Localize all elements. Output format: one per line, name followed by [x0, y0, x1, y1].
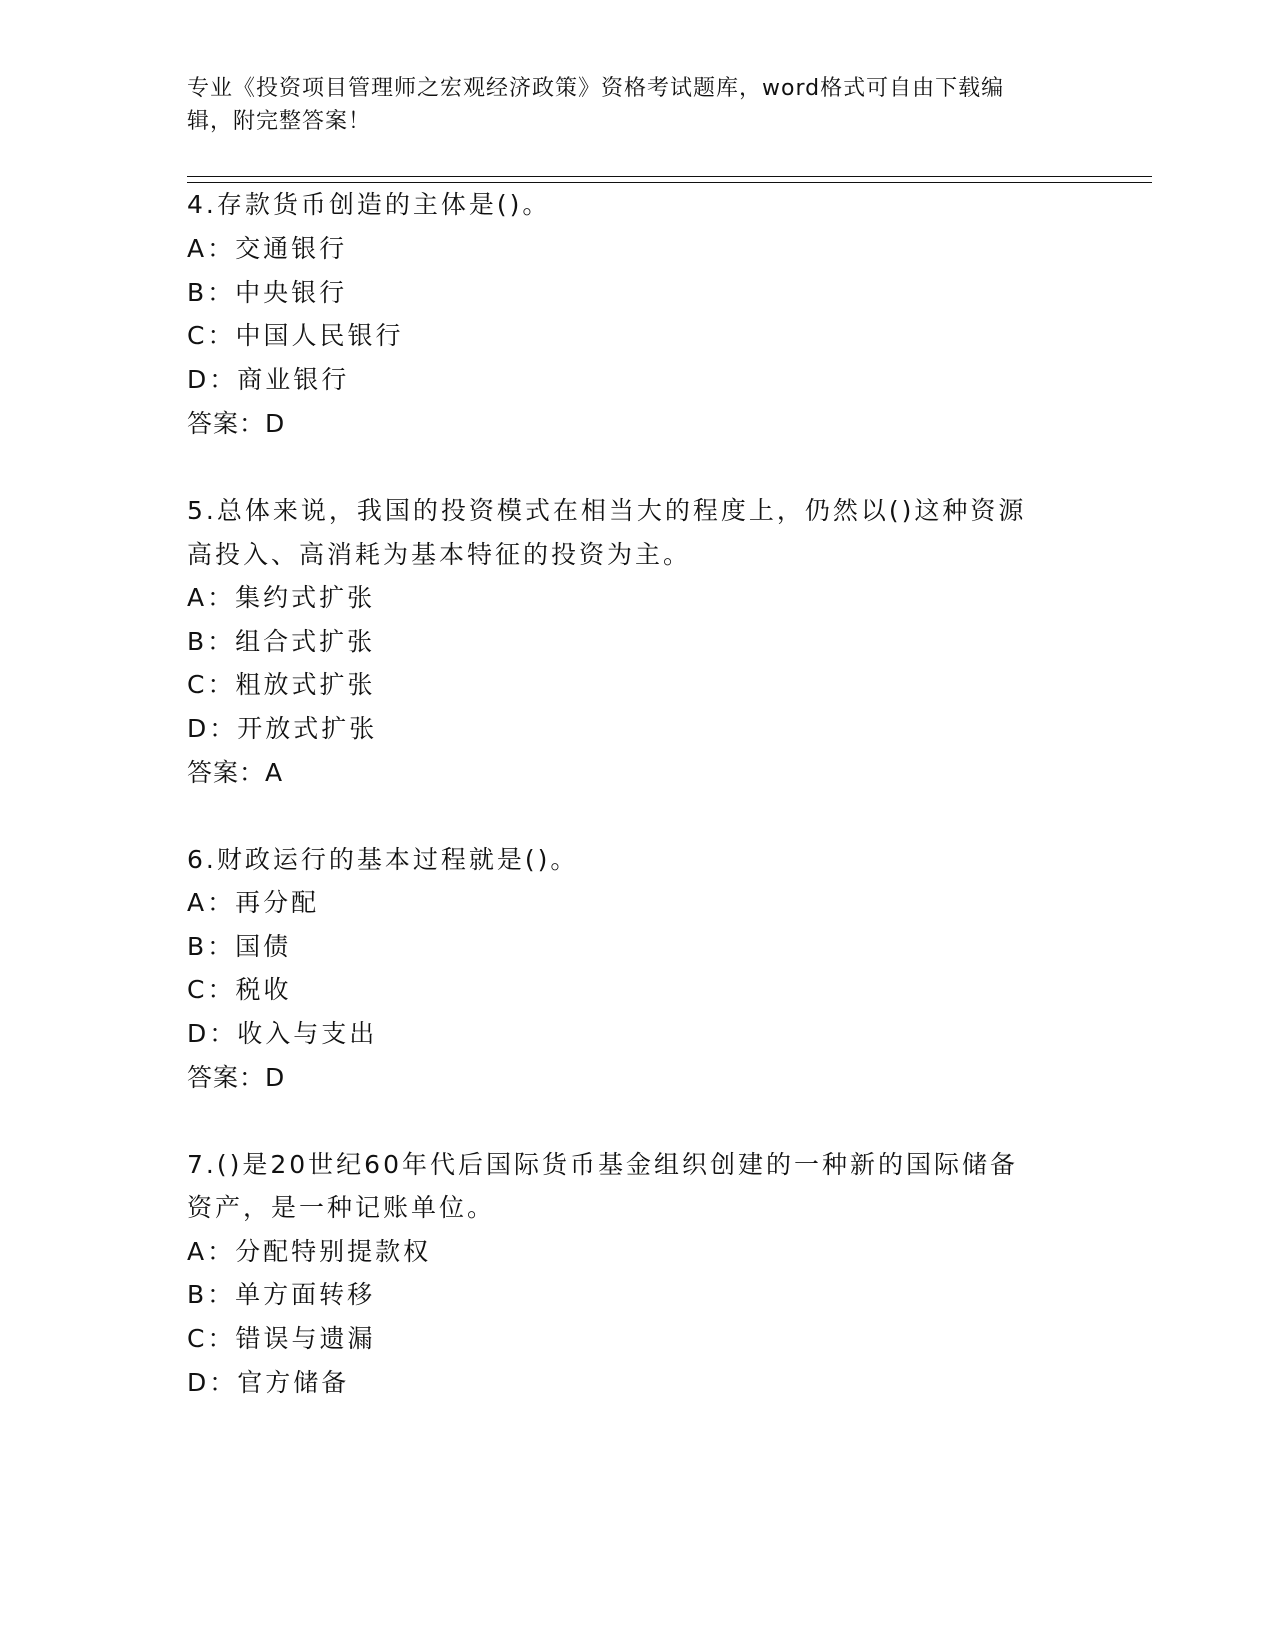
answer: 答案：D [187, 409, 286, 438]
option-d: D：开放式扩张 [187, 714, 378, 743]
question-stem: 6.财政运行的基本过程就是()。 [187, 845, 579, 874]
header-line-1: 专业《投资项目管理师之宏观经济政策》资格考试题库，word格式可自由下载编 [187, 76, 1005, 101]
option-d: D：商业银行 [187, 365, 350, 394]
option-c: C：错误与遗漏 [187, 1324, 376, 1353]
option-b: B：国债 [187, 932, 292, 961]
header-line-2: 辑，附完整答案！ [187, 109, 372, 134]
option-b: B：中央银行 [187, 278, 348, 307]
header-divider-top [187, 176, 1152, 177]
question-stem-continued: 高投入、高消耗为基本特征的投资为主。 [187, 540, 692, 569]
option-a: A：集约式扩张 [187, 583, 376, 612]
question-stem-continued: 资产，是一种记账单位。 [187, 1193, 496, 1222]
question-stem: 7.()是20世纪60年代后国际货币基金组织创建的一种新的国际储备 [187, 1150, 1018, 1179]
question-stem: 5.总体来说，我国的投资模式在相当大的程度上，仍然以()这种资源 [187, 496, 1027, 525]
answer: 答案：D [187, 1063, 286, 1092]
option-b: B：组合式扩张 [187, 627, 376, 656]
option-a: A：分配特别提款权 [187, 1237, 432, 1266]
option-a: A：交通银行 [187, 234, 348, 263]
header-divider-bottom [187, 182, 1152, 183]
option-d: D：收入与支出 [187, 1019, 378, 1048]
option-c: C：中国人民银行 [187, 321, 404, 350]
option-c: C：税收 [187, 975, 292, 1004]
option-d: D：官方储备 [187, 1368, 350, 1397]
option-b: B：单方面转移 [187, 1280, 376, 1309]
option-c: C：粗放式扩张 [187, 670, 376, 699]
option-a: A：再分配 [187, 888, 320, 917]
answer: 答案：A [187, 758, 284, 787]
question-stem: 4.存款货币创造的主体是()。 [187, 190, 551, 219]
document-header [187, 72, 1067, 138]
